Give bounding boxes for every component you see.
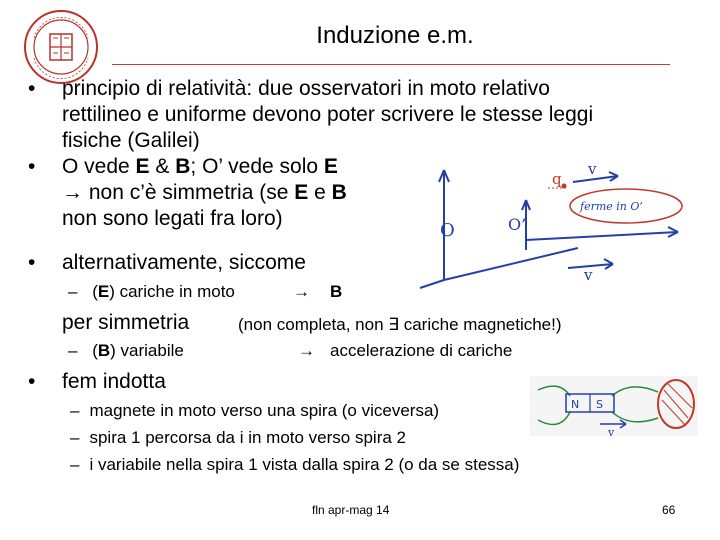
bullet-fem: • fem indotta xyxy=(28,370,166,393)
label-v-top: v xyxy=(588,160,597,178)
sub-variable-B: – (B) variabile xyxy=(68,341,184,360)
sub-moving-charges: – (E) cariche in moto xyxy=(68,282,235,301)
bullet-line: principio di relatività: due osservatori in moto relativo xyxy=(62,77,550,100)
label-q: q xyxy=(552,170,562,188)
frames-sketch xyxy=(408,160,688,290)
footer-course: fln apr-mag 14 xyxy=(312,503,390,517)
arrow-1: → xyxy=(293,282,310,301)
label-N: N xyxy=(571,398,580,411)
label-v-bottom: v xyxy=(584,266,593,284)
result-acceleration: accelerazione di cariche xyxy=(330,341,513,360)
slide-title: Induzione e.m. xyxy=(316,22,474,49)
symmetry-label: per simmetria xyxy=(62,311,190,334)
bullet-line: O vede E & B; O’ vede solo E xyxy=(62,155,338,178)
label-v-magnet: v xyxy=(608,426,615,436)
fem-item: – i variabile nella spira 1 vista dalla spira 2 (o da se stessa) xyxy=(70,455,520,474)
title-divider xyxy=(112,64,670,65)
bullet-line: rettilineo e uniforme devono poter scrivere le stesse leggi xyxy=(62,103,594,126)
result-B: B xyxy=(330,282,343,301)
fem-item: – magnete in moto verso una spira (o viceversa) xyxy=(70,401,440,420)
label-O: O xyxy=(440,220,455,241)
label-ferme: ferme in O’ xyxy=(580,200,643,213)
bullet-line: fisiche (Galilei) xyxy=(62,129,200,152)
label-O-prime: O’ xyxy=(508,215,527,234)
arrow-2: → xyxy=(298,341,315,360)
magnet-loop-sketch xyxy=(530,376,698,436)
label-S: S xyxy=(596,398,603,411)
fem-item: – spira 1 percorsa da i in moto verso spira 2 xyxy=(70,428,407,447)
bullet-alternatively: • alternativamente, siccome xyxy=(28,251,306,274)
bullet-line: → non c’è simmetria (se E e B xyxy=(62,181,347,204)
bullet-line: non sono legati fra loro) xyxy=(62,207,283,230)
symmetry-note: (non completa, non ∃ cariche magnetiche!) xyxy=(238,315,562,334)
bullet-relativity: • principio di relatività: due osservatori in moto relativo rettilineo e uniforme devono poter scrivere le stesse leggi fisiche (Galilei) xyxy=(28,77,594,152)
bullet-observers: • O vede E & B; O’ vede solo E → non c’è simmetria (se E e B non sono legati fra loro) xyxy=(28,155,347,230)
page-number: 66 xyxy=(662,503,676,517)
